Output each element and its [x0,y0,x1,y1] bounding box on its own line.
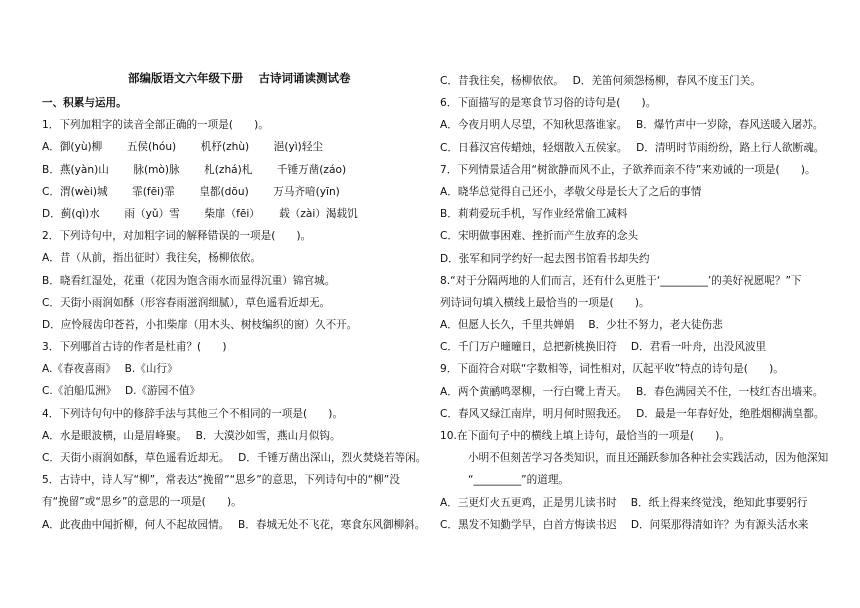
question-line: 4．下列诗句句中的修辞手法与其他三个不相同的一项是( )。 [42,407,344,420]
option-line: C．昔我往矣，杨柳依依。 D．羌笛何须怨杨柳，春风不度玉门关。 [440,75,761,87]
left-column [42,92,434,536]
question-line: 5．古诗中，诗人写“柳”，常表达“挽留”“思乡”的意思，下列诗句中的“柳”没 [42,474,400,487]
question-line: 3．下列哪首古诗的作者是杜甫？( ) [42,341,227,354]
option-line: D．蓟(qì)水 雨（yǔ）雪 柴扉（fēi） 载（zài）渴载饥 [42,207,358,220]
option-line: A.《春夜喜雨》 B.《山行》 [42,363,178,376]
question-line: 2．下列诗句中，对加粗字词的解释错误的一项是( )。 [42,230,312,243]
option-line: C．宋明做事困难、挫折而产生放弃的念头 [440,230,639,243]
question-line: 9．下面符合对联“字数相等，词性相对，仄起平收”特点的诗句是( )。 [440,363,784,376]
question-line: 6．下面描写的是寒食节习俗的诗句是( )。 [440,97,657,110]
option-line: C.《泊船瓜洲》 D.《游园不值》 [42,385,201,398]
option-line: A．两个黄鹂鸣翠柳，一行白鹭上青天。 B．春色满园关不住，一枝红杏出墙来。 [440,385,824,398]
option-line: A．三更灯火五更鸡，正是男儿读书时 B．纸上得来终觉浅，绝知此事要躬行 [440,496,808,509]
option-line: C．天街小雨润如酥（形容春雨滋润细腻），草色遥看近却无。 [42,296,331,309]
option-line: C．千门万户曈曈日，总把新桃换旧符 D．君看一叶舟，出没风波里 [440,341,767,354]
option-line: C．春风又绿江南岸，明月何时照我还。 D．最是一年春好处，绝胜烟柳满皇都。 [440,407,825,420]
option-line: A．昔（从前，指出征时）我往矣，杨柳依依。 [42,252,262,265]
option-line: B．晓看红湿处，花重（花因为饱含雨水而显得沉重）锦官城。 [42,274,336,287]
question-context-line: 小明不但刻苦学习各类知识，而且还踊跃参加各种社会实践活动，因为他深知 [468,452,829,465]
option-line: C．黑发不知勤学早，白首方悔读书迟 D．问渠那得清如许？为有源头活水来 [440,518,809,531]
question-line: 8.“对于分隔两地的人们而言，还有什么更胜于‘_________’的美好祝愿呢？”下 [440,274,802,287]
option-line: B．燕(yàn)山 脉(mò)脉 札(zhá)札 千锤万凿(záo) [42,163,347,176]
option-line: A．但愿人长久，千里共婵娟 B．少壮不努力，老大徒伤悲 [440,319,723,332]
question-context-line: “_________”的道理。 [468,474,570,487]
option-line: C．渭(wèi)城 霏(fēi)霏 皇都(dōu) 万马齐喑(yīn) [42,185,340,198]
option-line: A．今夜月明人尽望，不知秋思落谁家。 B．爆竹声中一岁除，春风送暖入屠苏。 [440,119,824,132]
option-line: B．莉莉爱玩手机，写作业经常偷工减料 [440,208,628,221]
page-title: 部编版语文六年级下册 古诗词诵读测试卷 [128,71,351,85]
option-line: C．日暮汉宫传蜡烛，轻烟散入五侯家。 D．清明时节雨纷纷，路上行人欲断魂。 [440,141,825,154]
question-line: 列诗词句填入横线上最恰当的一项是( )。 [440,296,650,309]
option-line: A．此夜曲中闻折柳，何人不起故园情。 B．春城无处不飞花，寒食东风御柳斜。 [42,518,426,531]
section-heading: 一、积累与运用。 [42,97,127,109]
right-column [440,70,832,536]
option-line: D．张军和同学约好一起去图书馆看书却失约 [440,252,650,265]
option-line: A．御(yù)柳 五侯(hóu) 机杼(zhù) 浥(yì)轻尘 [42,141,324,154]
question-line: 有“挽留”或“思乡”的意思的一项是( )。 [42,496,242,509]
question-line: 10.在下面句子中的横线上填上诗句，最恰当的一项是( )。 [440,430,730,442]
option-line: A．水是眼波横，山是眉峰聚。 B．大漠沙如雪，燕山月似钩。 [42,429,341,442]
option-line: D．应怜屐齿印苍苔，小扣柴扉（用木头、树枝编织的窗）久不开。 [42,318,358,331]
option-line: A．晓华总觉得自己还小，孝敬父母是长大了之后的事情 [440,185,702,198]
option-line: C．天街小雨润如酥，草色遥看近却无。 D．千锤万凿出深山，烈火焚烧若等闲。 [42,452,427,464]
question-line: 1．下列加粗字的读音全部正确的一项是( )。 [42,119,269,132]
question-line: 7．下列情景适合用“树欲静而风不止，子欲养而亲不待”来劝诫的一项是( )。 [440,163,816,176]
